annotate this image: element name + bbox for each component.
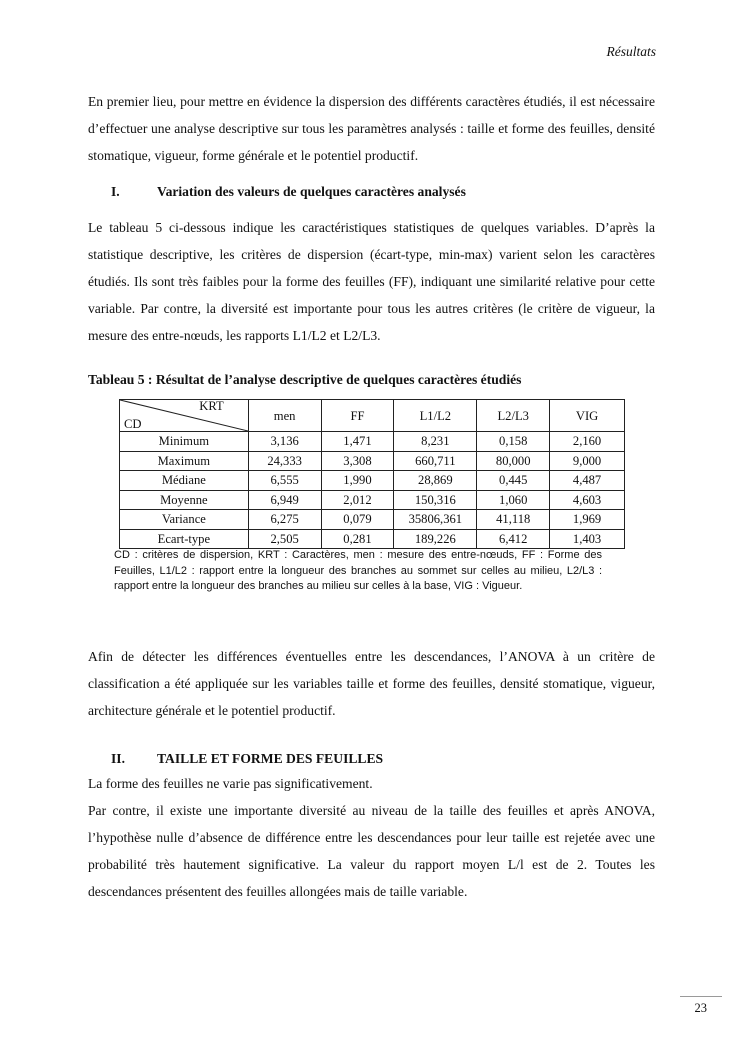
table-cell: 6,275 xyxy=(248,510,321,530)
anova-paragraph: Afin de détecter les différences éventuelles entre les descendances, l’ANOVA à un critère de classification a été appliquée sur les variables taille et forme des feuilles, densité stomatique, vigueur, architecture générale et le potentiel productif. xyxy=(88,649,655,718)
table-cell: 150,316 xyxy=(394,490,477,510)
table-cell: 3,308 xyxy=(321,451,394,471)
table-cell: 0,158 xyxy=(477,432,550,452)
table-cell: 6,412 xyxy=(477,529,550,549)
section-1-heading xyxy=(111,184,466,200)
section-2-first-line: La forme des feuilles ne varie pas significativement. xyxy=(88,776,373,791)
table-row xyxy=(120,451,625,471)
table-cell: 1,060 xyxy=(477,490,550,510)
section-2-number: II. xyxy=(111,751,125,766)
table-cell: 28,869 xyxy=(394,471,477,491)
running-header: Résultats xyxy=(606,44,656,59)
table-cell: 41,118 xyxy=(477,510,550,530)
table-cell: 1,471 xyxy=(321,432,394,452)
row-label: Variance xyxy=(120,510,249,530)
section-2-title: TAILLE ET FORME DES FEUILLES xyxy=(157,751,384,766)
table-row xyxy=(120,510,625,530)
descriptive-stats-table xyxy=(119,399,625,549)
section-2-heading xyxy=(111,751,383,767)
section-2-paragraph: Par contre, il existe une importante diversité au niveau de la taille des feuilles et après ANOVA, l’hypothèse nulle d’absence de différence entre les descendances pour leur taille est rejetée avec une probabilité très hautement significative. La valeur du rapport moyen L/l est de 2. Toutes les descendances présentent des feuilles allongées mais de taille variable. xyxy=(88,803,655,899)
section-1-title: Variation des valeurs de quelques caractères analysés xyxy=(157,184,466,199)
table-cell: 3,136 xyxy=(248,432,321,452)
section-1-number: I. xyxy=(111,184,120,199)
row-label: Maximum xyxy=(120,451,249,471)
column-header: men xyxy=(248,400,321,432)
table-cell: 80,000 xyxy=(477,451,550,471)
table-cell: 9,000 xyxy=(550,451,625,471)
table-cell: 6,555 xyxy=(248,471,321,491)
table-cell: 0,281 xyxy=(321,529,394,549)
table-cell: 35806,361 xyxy=(394,510,477,530)
table-cell: 2,012 xyxy=(321,490,394,510)
table-cell: 1,403 xyxy=(550,529,625,549)
row-label: Ecart-type xyxy=(120,529,249,549)
corner-label-cd: CD xyxy=(124,417,142,431)
row-label: Moyenne xyxy=(120,490,249,510)
table-cell: 660,711 xyxy=(394,451,477,471)
table-row xyxy=(120,471,625,491)
table-caption: Tableau 5 : Résultat de l’analyse descriptive de quelques caractères étudiés xyxy=(88,372,522,387)
column-header: VIG xyxy=(550,400,625,432)
row-label: Médiane xyxy=(120,471,249,491)
page-number: 23 xyxy=(694,1001,707,1015)
table-cell: 2,160 xyxy=(550,432,625,452)
footer-rule xyxy=(680,996,722,997)
table-cell: 0,445 xyxy=(477,471,550,491)
table-cell: 4,603 xyxy=(550,490,625,510)
table-cell: 6,949 xyxy=(248,490,321,510)
table-row xyxy=(120,432,625,452)
table-row xyxy=(120,490,625,510)
section-1-paragraph: Le tableau 5 ci-dessous indique les caractéristiques statistiques de quelques variables. D’après la statistique descriptive, les critères de dispersion (écart-type, min-max) varient selon les caractères étudiés. Ils sont très faibles pour la forme des feuilles (FF), indiquant une similarité relative pour cette variable. Par contre, la diversité est importante pour tous les autres critères (le critère de vigueur, la mesure des entre-nœuds, les rapports L1/L2 et L2/L3. xyxy=(88,220,655,343)
table-cell: 8,231 xyxy=(394,432,477,452)
table-cell: 2,505 xyxy=(248,529,321,549)
table-cell: 0,079 xyxy=(321,510,394,530)
intro-paragraph: En premier lieu, pour mettre en évidence la dispersion des différents caractères étudiés, il est nécessaire d’effectuer une analyse descriptive sur tous les paramètres analysés : taille et forme des feuilles, densité stomatique, vigueur, forme générale et le potentiel productif. xyxy=(88,94,655,163)
column-header: L1/L2 xyxy=(394,400,477,432)
table-row xyxy=(120,529,625,549)
corner-label-krt: KRT xyxy=(199,399,224,413)
table-note: CD : critères de dispersion, KRT : Caractères, men : mesure des entre-nœuds, FF : Forme des Feuilles, L1/L2 : rapport entre la longueur des branches au sommet sur celles au milieu, L2/L3 : rapport entre la longueur des branches au milieu sur celles à la base, VIG : Vigueur. xyxy=(114,549,602,592)
row-label: Minimum xyxy=(120,432,249,452)
table-header-row xyxy=(120,400,625,432)
column-header: L2/L3 xyxy=(477,400,550,432)
table-cell: 1,969 xyxy=(550,510,625,530)
table-cell: 4,487 xyxy=(550,471,625,491)
column-header: FF xyxy=(321,400,394,432)
table-corner-cell xyxy=(120,400,249,432)
table-cell: 189,226 xyxy=(394,529,477,549)
table-cell: 1,990 xyxy=(321,471,394,491)
table-cell: 24,333 xyxy=(248,451,321,471)
